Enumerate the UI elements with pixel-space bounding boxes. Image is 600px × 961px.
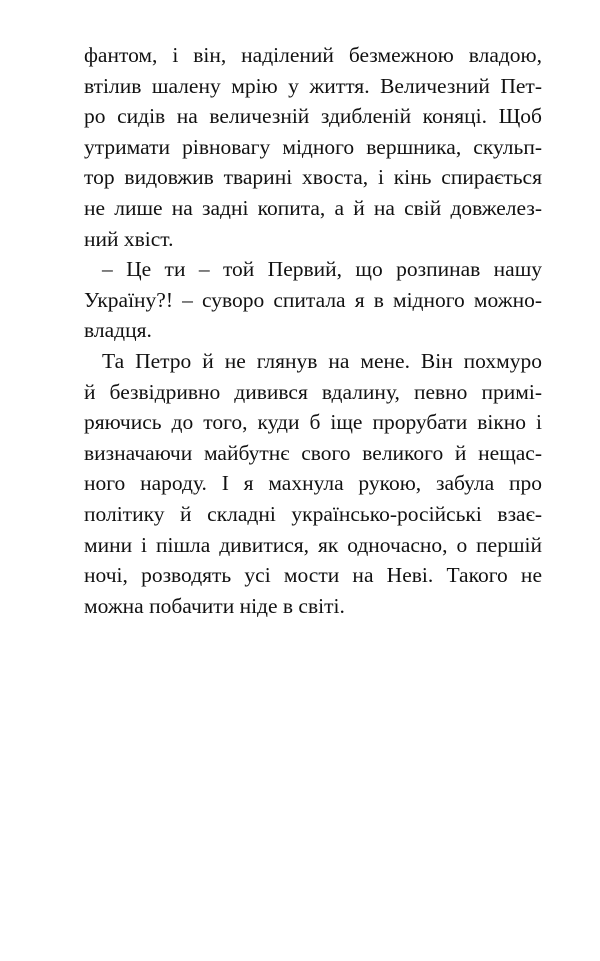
- paragraph-3: [84, 346, 542, 621]
- text-line: тор видовжив тварині хвоста, і кінь спирається: [84, 165, 542, 190]
- text-line: не лише на задні копита, а й на свій довжелез-: [84, 195, 542, 220]
- text-line: ний хвіст.: [84, 226, 174, 251]
- paragraph-2: [84, 254, 542, 346]
- text-line: ного народу. І я махнула рукою, забула про: [84, 471, 542, 496]
- text-line: й безвідривно дивився вдалину, певно примі-: [84, 379, 542, 404]
- text-line: мини і пішла дивитися, як одночасно, о першій: [84, 532, 542, 557]
- text-line: утримати рівновагу мідного вершника, скульп-: [84, 134, 542, 159]
- text-line: Україну?! – суворо спитала я в мідного можно-: [84, 287, 542, 312]
- text-line: фантом, і він, наділений безмежною владою,: [84, 43, 542, 67]
- text-line: втілив шалену мрію у життя. Величезний Пет-: [84, 73, 542, 98]
- text-line: визначаючи майбутнє свого великого й нещас-: [84, 440, 542, 465]
- text-line: політику й складні українсько-російські взає-: [84, 501, 542, 526]
- text-line: ро сидів на величезній здибленій коняці. Щоб: [84, 104, 542, 129]
- text-line: – Це ти – той Первий, що розпинав нашу: [102, 257, 542, 282]
- book-page-text: [84, 40, 542, 621]
- text-line: ряючись до того, куди б іще прорубати вікно і: [84, 410, 542, 435]
- text-line: ночі, розводять усі мости на Неві. Такого не: [84, 563, 542, 588]
- paragraph-1: [84, 40, 542, 254]
- text-line: можна побачити ніде в світі.: [84, 593, 345, 618]
- text-line: владця.: [84, 318, 152, 343]
- text-line: Та Петро й не глянув на мене. Він похмуро: [102, 348, 542, 373]
